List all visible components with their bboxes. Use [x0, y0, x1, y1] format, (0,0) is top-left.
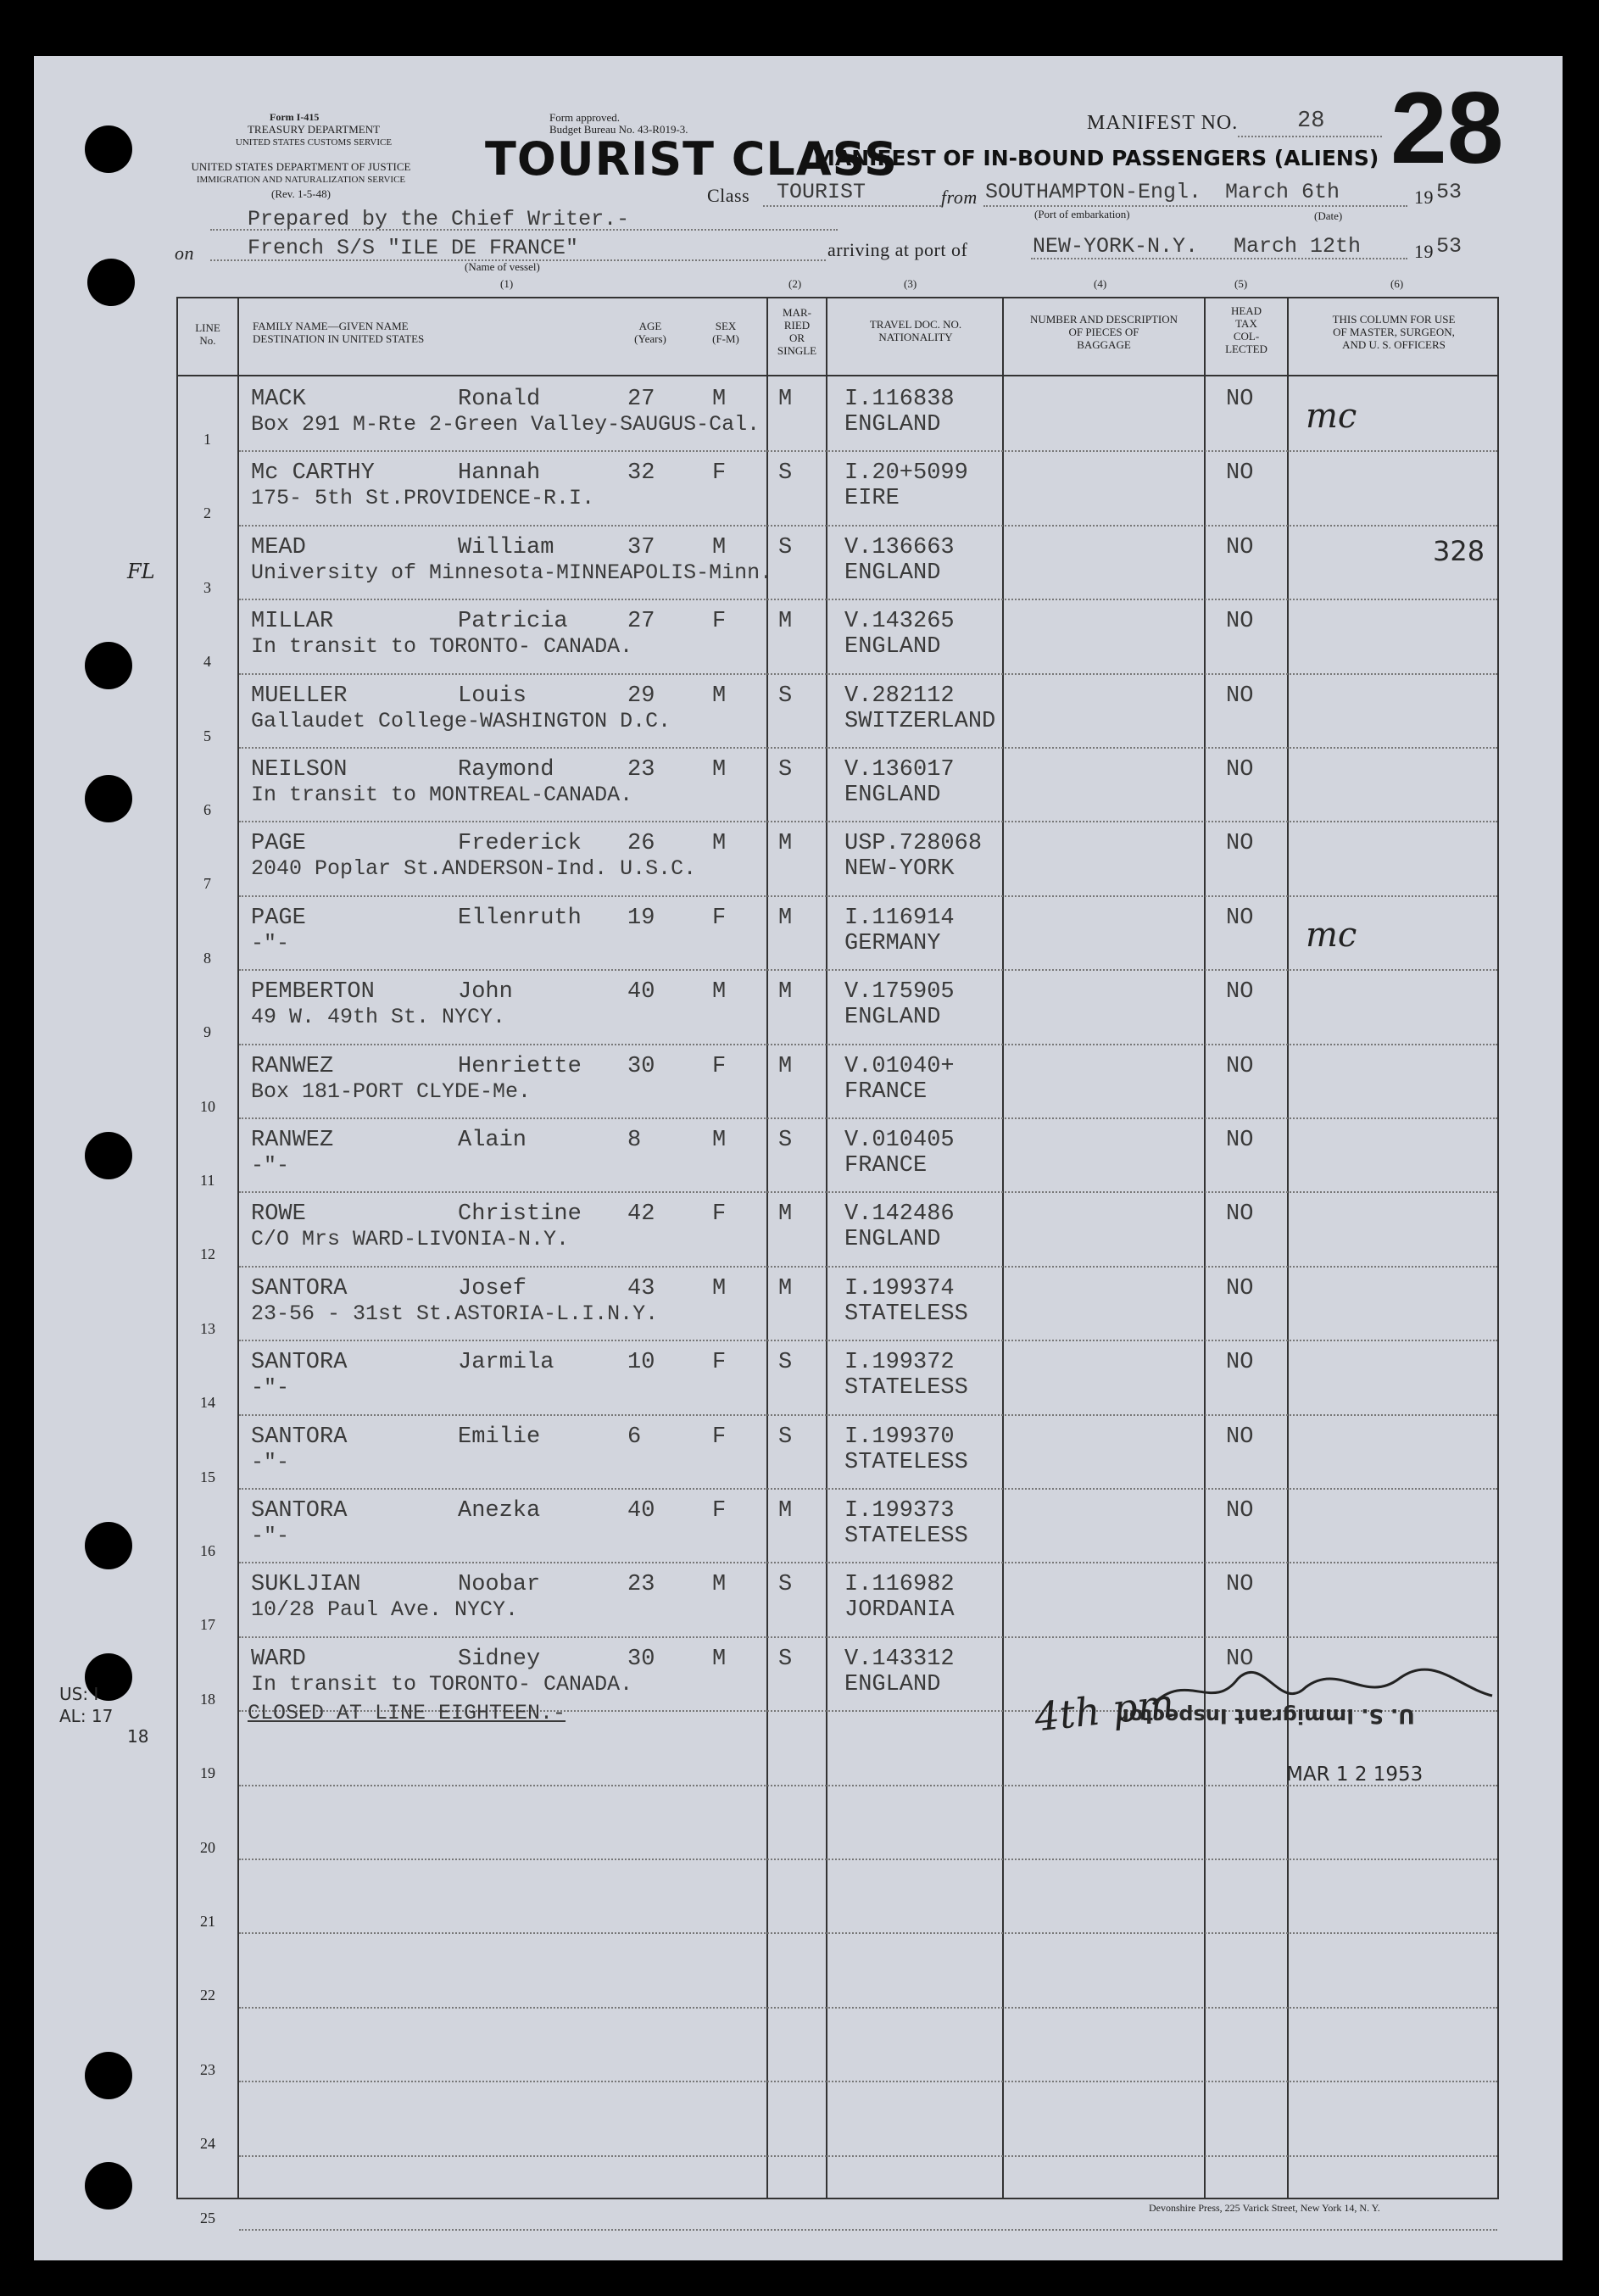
destination: In transit to TORONTO- CANADA.	[251, 634, 633, 660]
marital-status: M	[778, 1053, 793, 1079]
marital-status: M	[778, 905, 793, 931]
travel-doc-number: I.116982	[844, 1572, 955, 1598]
marital-status: M	[778, 1498, 793, 1524]
sex: F	[712, 609, 727, 635]
line-number: 20	[200, 1838, 215, 1856]
col-num-5: (5)	[1234, 277, 1248, 290]
given-name: Hannah	[458, 460, 541, 487]
line-number: 4	[203, 653, 211, 671]
sex: F	[712, 1350, 727, 1376]
family-name: SANTORA	[251, 1350, 348, 1376]
head-tax: NO	[1226, 1201, 1254, 1228]
given-name: Henriette	[458, 1053, 582, 1079]
nationality: NEW-YORK	[844, 856, 955, 883]
travel-doc-number: I.199373	[844, 1498, 955, 1524]
embarkation-year: 53	[1436, 180, 1462, 204]
sex: M	[712, 534, 727, 560]
header-married-single: MAR- RIED OR SINGLE	[777, 306, 817, 357]
travel-doc-number: V.136663	[844, 534, 955, 560]
family-name: PEMBERTON	[251, 979, 375, 1006]
handwritten-signature: 4th pm	[1032, 1680, 1177, 1741]
sex: F	[712, 1498, 727, 1524]
date-caption: (Date)	[1314, 209, 1343, 222]
page-number-big: 28	[1390, 71, 1504, 185]
arrival-date: March 12th	[1234, 234, 1362, 259]
punch-hole	[85, 775, 132, 822]
given-name: Christine	[458, 1201, 582, 1228]
family-name: Mc CARTHY	[251, 460, 375, 487]
family-name: ROWE	[251, 1201, 306, 1228]
travel-doc-number: V.142486	[844, 1201, 955, 1228]
line-number: 21	[200, 1913, 215, 1930]
arrival-year: 53	[1436, 234, 1462, 259]
age: 19	[627, 905, 655, 931]
head-tax: NO	[1226, 1350, 1254, 1376]
header-baggage: NUMBER AND DESCRIPTION OF PIECES OF BAGGAGE	[1029, 313, 1178, 351]
marital-status: M	[778, 1275, 793, 1301]
head-tax: NO	[1226, 609, 1254, 635]
travel-doc-number: I.20+5099	[844, 460, 968, 487]
ins-service: IMMIGRATION AND NATURALIZATION SERVICE	[196, 175, 406, 185]
destination: 49 W. 49th St. NYCY.	[251, 1005, 506, 1030]
age: 30	[627, 1646, 655, 1672]
prepared-by: Prepared by the Chief Writer.-	[248, 207, 630, 231]
travel-doc-number: USP.728068	[844, 831, 983, 857]
line-number: 6	[203, 801, 211, 818]
header-age: AGE (Years)	[634, 320, 666, 345]
customs-service: UNITED STATES CUSTOMS SERVICE	[235, 137, 393, 148]
line-number: 3	[203, 578, 211, 596]
destination: 10/28 Paul Ave. NYCY.	[251, 1597, 519, 1623]
destination: -"-	[251, 1524, 290, 1548]
age: 27	[627, 387, 655, 412]
nationality: SWITZERLAND	[844, 708, 996, 734]
header-name-destination: FAMILY NAME—GIVEN NAME DESTINATION IN UNITED STATES	[253, 320, 425, 345]
destination: -"-	[251, 1449, 290, 1474]
destination: -"-	[251, 1153, 290, 1178]
budget-bureau: Budget Bureau No. 43-R019-3.	[549, 123, 688, 136]
age: 27	[627, 609, 655, 635]
manifest-no-label: MANIFEST NO.	[1087, 112, 1239, 134]
marital-status: S	[778, 1646, 793, 1672]
head-tax: NO	[1226, 387, 1254, 412]
arriving-label: arriving at port of	[827, 239, 968, 260]
marital-status: S	[778, 683, 793, 709]
date-stamp: MAR 1 2 1953	[1286, 1764, 1424, 1786]
col-num-3: (3)	[904, 277, 917, 290]
destination: 2040 Poplar St.ANDERSON-Ind. U.S.C.	[251, 856, 697, 882]
destination: Gallaudet College-WASHINGTON D.C.	[251, 708, 671, 733]
marital-status: M	[778, 979, 793, 1006]
head-tax: NO	[1226, 1572, 1254, 1598]
line-number: 25	[200, 2209, 215, 2226]
col-num-1: (1)	[500, 277, 514, 290]
sex: F	[712, 1424, 727, 1450]
head-tax: NO	[1226, 1275, 1254, 1301]
sex: F	[712, 460, 727, 487]
punch-hole	[87, 259, 135, 306]
sex: M	[712, 1572, 727, 1598]
travel-doc-number: V.01040+	[844, 1053, 955, 1079]
family-name: MILLAR	[251, 609, 334, 635]
marital-status: M	[778, 609, 793, 635]
given-name: Alain	[458, 1128, 527, 1153]
head-tax: NO	[1226, 460, 1254, 487]
nationality: STATELESS	[844, 1301, 968, 1327]
justice-dept: UNITED STATES DEPARTMENT OF JUSTICE	[191, 160, 411, 173]
header-sex: SEX (F-M)	[712, 320, 739, 345]
class-label: Class	[707, 185, 750, 206]
given-name: Patricia	[458, 609, 568, 635]
destination: C/O Mrs WARD-LIVONIA-N.Y.	[251, 1227, 570, 1252]
destination: In transit to MONTREAL-CANADA.	[251, 783, 633, 807]
family-name: RANWEZ	[251, 1053, 334, 1079]
punch-hole	[85, 2162, 132, 2210]
family-name: MACK	[251, 387, 306, 412]
given-name: Emilie	[458, 1424, 541, 1450]
line-number: 1	[203, 431, 211, 448]
line-number: 18	[200, 1690, 215, 1708]
margin-mark: FL	[127, 560, 155, 583]
marital-status: S	[778, 1424, 793, 1450]
nationality: ENGLAND	[844, 1005, 941, 1031]
travel-doc-number: I.199374	[844, 1275, 955, 1301]
family-name: SANTORA	[251, 1275, 348, 1301]
line-number: 13	[200, 1319, 215, 1337]
line-number: 24	[200, 2135, 215, 2153]
travel-doc-number: I.116838	[844, 387, 955, 412]
sex: M	[712, 1646, 727, 1672]
punch-hole	[85, 1522, 132, 1569]
sex: M	[712, 757, 727, 783]
marital-status: S	[778, 460, 793, 487]
travel-doc-number: V.282112	[844, 683, 955, 709]
travel-doc-number: V.175905	[844, 979, 955, 1006]
officer-note: mc	[1306, 915, 1357, 955]
given-name: John	[458, 979, 513, 1006]
given-name: Sidney	[458, 1646, 541, 1672]
destination: -"-	[251, 1375, 290, 1401]
age: 30	[627, 1053, 655, 1079]
vessel-caption: (Name of vessel)	[465, 260, 540, 273]
sex: F	[712, 1201, 727, 1228]
line-number: 11	[200, 1172, 215, 1189]
nationality: ENGLAND	[844, 1671, 941, 1697]
head-tax: NO	[1226, 534, 1254, 560]
line-number: 17	[200, 1616, 215, 1634]
punch-hole	[85, 1132, 132, 1179]
age: 10	[627, 1350, 655, 1376]
family-name: SANTORA	[251, 1424, 348, 1450]
head-tax: NO	[1226, 683, 1254, 709]
embarkation-date: March 6th	[1225, 180, 1340, 204]
class-value: TOURIST	[777, 180, 866, 204]
family-name: RANWEZ	[251, 1128, 334, 1153]
head-tax: NO	[1226, 1646, 1254, 1672]
family-name: MEAD	[251, 534, 306, 560]
age: 26	[627, 831, 655, 857]
destination: In transit to TORONTO- CANADA.	[251, 1671, 633, 1697]
form-number: Form I-415	[270, 111, 320, 123]
sex: F	[712, 1053, 727, 1079]
age: 43	[627, 1275, 655, 1301]
head-tax: NO	[1226, 757, 1254, 783]
on-label: on	[175, 242, 194, 264]
family-name: SUKLJIAN	[251, 1572, 361, 1598]
year-prefix-2: 19	[1414, 241, 1434, 262]
marital-status: S	[778, 1128, 793, 1153]
age: 40	[627, 1498, 655, 1524]
age: 40	[627, 979, 655, 1006]
year-prefix-1: 19	[1414, 187, 1434, 208]
given-name: Raymond	[458, 757, 554, 783]
nationality: JORDANIA	[844, 1597, 955, 1624]
given-name: Anezka	[458, 1498, 541, 1524]
nationality: STATELESS	[844, 1524, 968, 1549]
line-number: 23	[200, 2060, 215, 2078]
line-number: 15	[200, 1468, 215, 1485]
manifest-title: MANIFEST OF IN-BOUND PASSENGERS (ALIENS)	[814, 146, 1379, 170]
col-num-2: (2)	[788, 277, 802, 290]
col-num-6: (6)	[1390, 277, 1404, 290]
family-name: SANTORA	[251, 1498, 348, 1524]
line-number: 7	[203, 875, 211, 893]
nationality: ENGLAND	[844, 560, 941, 586]
given-name: Ronald	[458, 387, 541, 412]
age: 29	[627, 683, 655, 709]
family-name: WARD	[251, 1646, 306, 1672]
nationality: ENGLAND	[844, 1227, 941, 1253]
from-label: from	[941, 187, 978, 208]
line-number: 19	[200, 1764, 215, 1782]
marital-status: S	[778, 1572, 793, 1598]
destination: 175- 5th St.PROVIDENCE-R.I.	[251, 486, 595, 511]
inspector-stamp: U. S. Immigrant Inspector	[1119, 1704, 1415, 1728]
nationality: FRANCE	[844, 1153, 928, 1179]
line-number: 2	[203, 504, 211, 522]
line-number: 10	[200, 1097, 215, 1115]
marital-status: S	[778, 534, 793, 560]
family-name: PAGE	[251, 831, 306, 857]
col-num-4: (4)	[1094, 277, 1107, 290]
given-name: Josef	[458, 1275, 527, 1301]
line-number: 16	[200, 1542, 215, 1559]
head-tax: NO	[1226, 905, 1254, 931]
destination: -"-	[251, 930, 290, 956]
sex: M	[712, 683, 727, 709]
sex: M	[712, 1128, 727, 1153]
age: 32	[627, 460, 655, 487]
given-name: Louis	[458, 683, 527, 709]
nationality: GERMANY	[844, 930, 941, 956]
header-head-tax: HEAD TAX COL- LECTED	[1225, 304, 1268, 355]
age: 23	[627, 1572, 655, 1598]
sex: M	[712, 831, 727, 857]
travel-doc-number: I.199372	[844, 1350, 955, 1376]
head-tax: NO	[1226, 831, 1254, 857]
port-embark-caption: (Port of embarkation)	[1034, 208, 1130, 220]
age: 6	[627, 1424, 642, 1450]
revision: (Rev. 1-5-48)	[271, 187, 331, 200]
signature-scribble	[1136, 1653, 1509, 1730]
marital-status: S	[778, 1350, 793, 1376]
marital-status: M	[778, 831, 793, 857]
age: 42	[627, 1201, 655, 1228]
head-tax: NO	[1226, 1128, 1254, 1153]
given-name: Frederick	[458, 831, 582, 857]
marital-status: S	[778, 757, 793, 783]
officer-note: mc	[1306, 397, 1357, 436]
destination: 23-56 - 31st St.ASTORIA-L.I.N.Y.	[251, 1301, 659, 1326]
family-name: MUELLER	[251, 683, 348, 709]
destination: University of Minnesota-MINNEAPOLIS-Minn.	[251, 560, 773, 585]
line-number: 5	[203, 727, 211, 744]
punch-hole	[85, 2052, 132, 2099]
punch-hole	[85, 125, 132, 173]
line-number: 9	[203, 1023, 211, 1041]
line-number: 8	[203, 949, 211, 967]
margin-al-count: AL: 17	[59, 1706, 114, 1726]
treasury-dept: TREASURY DEPARTMENT	[247, 123, 381, 136]
port-of-embarkation: SOUTHAMPTON-Engl.	[985, 180, 1202, 204]
nationality: ENGLAND	[844, 634, 941, 660]
nationality: ENGLAND	[844, 412, 941, 437]
head-tax: NO	[1226, 979, 1254, 1006]
travel-doc-number: I.199370	[844, 1424, 955, 1450]
sex: F	[712, 905, 727, 931]
header-travel-doc: TRAVEL DOC. NO. NATIONALITY	[869, 318, 962, 343]
travel-doc-number: I.116914	[844, 905, 955, 931]
travel-doc-number: V.143265	[844, 609, 955, 635]
marital-status: M	[778, 387, 793, 412]
nationality: STATELESS	[844, 1375, 968, 1402]
travel-doc-number: V.136017	[844, 757, 955, 783]
line-number: 22	[200, 1987, 215, 2004]
manifest-no-value: 28	[1297, 109, 1325, 134]
margin-us-count: US: I	[59, 1684, 99, 1704]
given-name: Noobar	[458, 1572, 541, 1598]
family-name: PAGE	[251, 905, 306, 931]
printer-credit: Devonshire Press, 225 Varick Street, New York 14, N. Y.	[1149, 2202, 1380, 2214]
age: 37	[627, 534, 655, 560]
arrival-port: NEW-YORK-N.Y.	[1033, 234, 1199, 259]
tourist-class-stamp: TOURIST CLASS	[485, 132, 898, 186]
given-name: Ellenruth	[458, 905, 582, 931]
officer-note: 328	[1433, 534, 1485, 567]
sex: M	[712, 979, 727, 1006]
travel-doc-number: V.010405	[844, 1128, 955, 1153]
head-tax: NO	[1226, 1424, 1254, 1450]
vessel-name: French S/S "ILE DE FRANCE"	[248, 236, 579, 260]
marital-status: M	[778, 1201, 793, 1228]
header-officers: THIS COLUMN FOR USE OF MASTER, SURGEON, AND U. S. OFFICERS	[1332, 313, 1456, 351]
nationality: ENGLAND	[844, 783, 941, 808]
given-name: William	[458, 534, 554, 560]
line-number: 12	[200, 1246, 215, 1263]
destination: Box 291 M-Rte 2-Green Valley-SAUGUS-Cal.	[251, 412, 760, 437]
head-tax: NO	[1226, 1498, 1254, 1524]
family-name: NEILSON	[251, 757, 348, 783]
given-name: Jarmila	[458, 1350, 554, 1376]
sex: M	[712, 387, 727, 412]
head-tax: NO	[1226, 1053, 1254, 1079]
nationality: EIRE	[844, 486, 900, 512]
travel-doc-number: V.143312	[844, 1646, 955, 1672]
age: 8	[627, 1128, 642, 1153]
form-approved: Form approved.	[549, 111, 621, 124]
margin-total-count: 18	[127, 1726, 149, 1747]
sex: M	[712, 1275, 727, 1301]
header-line-no: LINE No.	[195, 321, 220, 347]
destination: Box 181-PORT CLYDE-Me.	[251, 1078, 532, 1104]
nationality: STATELESS	[844, 1449, 968, 1475]
closed-at-line: CLOSED AT LINE EIGHTEEN.-	[248, 1701, 566, 1725]
age: 23	[627, 757, 655, 783]
line-number: 14	[200, 1394, 215, 1412]
nationality: FRANCE	[844, 1078, 928, 1105]
punch-hole	[85, 642, 132, 689]
